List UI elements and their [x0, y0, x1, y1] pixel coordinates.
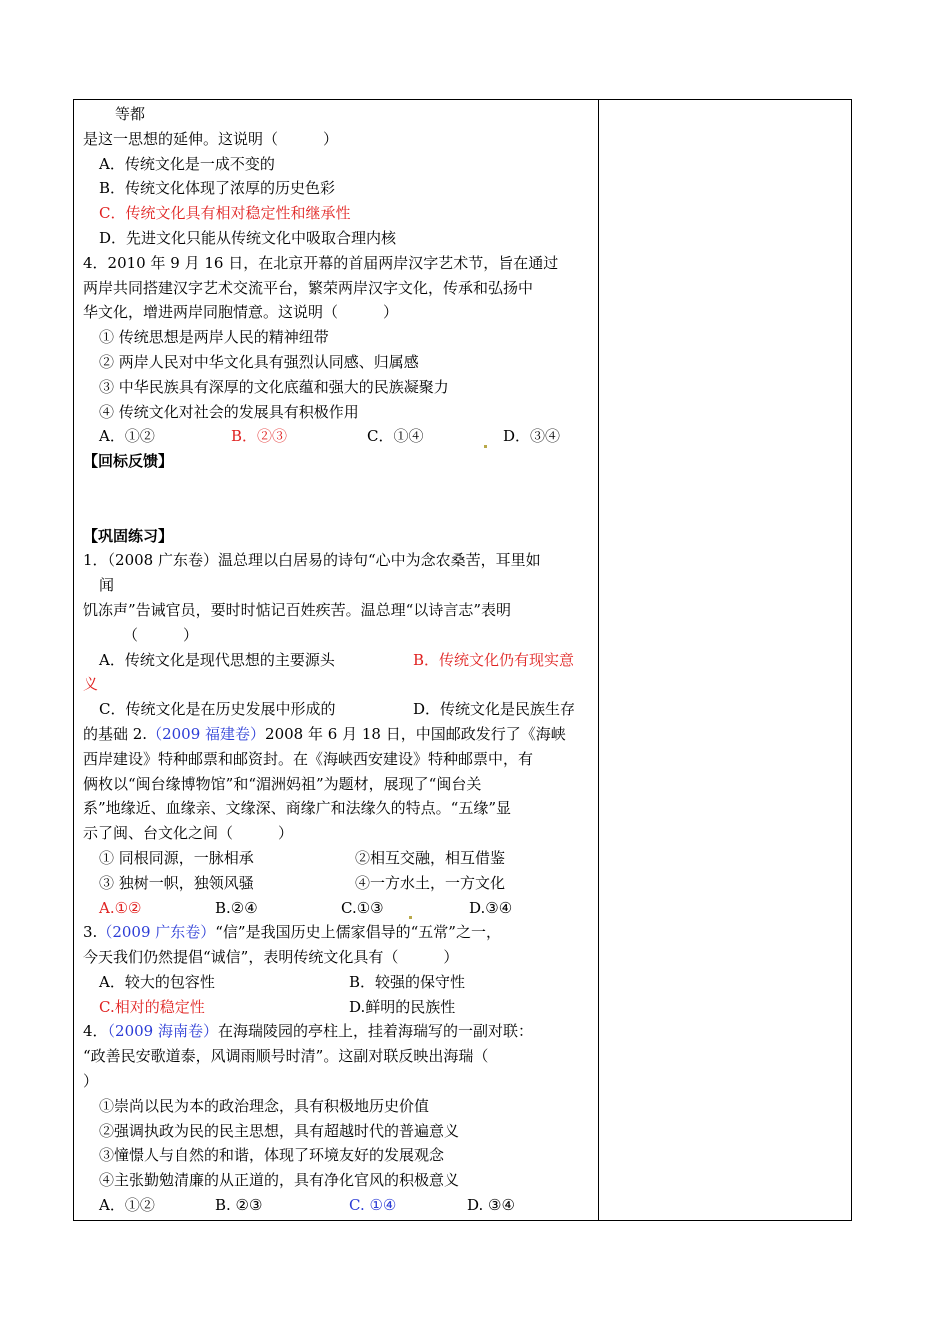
text-line: 是这一思想的延伸。这说明（ ）	[83, 129, 339, 148]
text-fragment: 3.	[83, 923, 98, 942]
option-b: B.②④	[215, 898, 258, 917]
exercise-2-line: 俩枚以“闽台缘博物馆”和“湄洲妈祖”为题材，展现了“闽台关	[83, 774, 482, 793]
option-b: B．较强的保守性	[349, 972, 466, 991]
exercise-1-line: （ ）	[123, 625, 199, 644]
text-fragment: 4．	[83, 1022, 108, 1041]
options-row	[83, 697, 593, 722]
statements-row	[83, 846, 593, 871]
option-d: D．先进文化只能从传统文化中吸取合理内核	[99, 228, 397, 247]
exercise-1-line: 闻	[99, 576, 115, 595]
option-a: A．①②	[99, 427, 155, 446]
option-c-answer: C. ①④	[349, 1196, 397, 1215]
exercise-4-line	[83, 1019, 593, 1044]
option-c: C．①④	[367, 427, 424, 446]
option-a: A．传统文化是一成不变的	[99, 154, 275, 173]
text-fragment: 在海瑞陵园的亭柱上，挂着海瑞写的一副对联：	[218, 1022, 534, 1041]
option-d: D.鲜明的民族性	[349, 997, 456, 1016]
options-row	[83, 648, 593, 673]
option-a: A．①②	[99, 1196, 155, 1215]
options-row	[83, 970, 593, 995]
statement: ① 同根同源，一脉相承	[99, 848, 254, 867]
statement: ③憧憬人与自然的和谐，体现了环境友好的发展观念	[99, 1146, 445, 1165]
source-label: （2009 福建卷）	[147, 724, 266, 743]
section-heading-feedback: 【回标反馈】	[83, 452, 174, 471]
exercise-3-line	[83, 920, 593, 945]
exercise-1-line: 1．（2008 广东卷）温总理以白居易的诗句“心中为念农桑苦，耳里如	[83, 551, 541, 570]
option-c-answer: C.相对的稳定性	[99, 997, 205, 1016]
text-fragment: “信”是我国历史上儒家倡导的“五常”之一，	[215, 923, 501, 942]
option-d: D．传统文化是民族生存	[413, 700, 576, 719]
statement: ② 两岸人民对中华文化具有强烈认同感、归属感	[99, 352, 419, 371]
exercise-2-line: 西岸建设》特种邮票和邮资封。在《海峡西安建设》特种邮票中，有	[83, 749, 534, 768]
statement: ②相互交融，相互借鉴	[355, 848, 506, 867]
exercise-2-line: 示了闽、台文化之间（ ）	[83, 824, 294, 843]
exercise-3-line: 今天我们仍然提倡“诚信”，表明传统文化具有（ ）	[83, 948, 459, 967]
statement: ④一方水土，一方文化	[355, 873, 506, 892]
statement: ③ 独树一帜，独领风骚	[99, 873, 254, 892]
column-divider	[598, 99, 599, 1221]
source-label: （2009 广东卷）	[97, 923, 216, 942]
option-b: B. ②③	[215, 1196, 263, 1215]
statement: ④ 传统文化对社会的发展具有积极作用	[99, 402, 359, 421]
question-4-line: 两岸共同搭建汉字艺术交流平台，繁荣两岸汉字文化，传承和弘扬中	[83, 278, 534, 297]
text-line: 等都	[115, 105, 146, 123]
option-b-answer: B．②③	[231, 427, 288, 446]
exercise-4-line: ）	[83, 1072, 99, 1091]
options-row	[83, 424, 593, 449]
dot-mark	[409, 916, 412, 919]
option-d: D.③④	[469, 898, 513, 917]
text-fragment: 2008 年 6 月 18 日，中国邮政发行了《海峡	[265, 724, 566, 743]
statements-row	[83, 871, 593, 896]
option-d: D. ③④	[467, 1196, 515, 1215]
statement: ① 传统思想是两岸人民的精神纽带	[99, 328, 329, 347]
option-c-answer: C．传统文化具有相对稳定性和继承性	[99, 204, 351, 223]
option-b-answer-cont: 义	[83, 675, 99, 694]
option-b-answer: B．传统文化仍有现实意	[413, 650, 575, 669]
text-fragment: 的基础 2.	[83, 724, 148, 743]
option-c: C．传统文化是在历史发展中形成的	[99, 700, 336, 719]
statement: ①崇尚以民为本的政治理念，具有积极地历史价值	[99, 1096, 430, 1115]
statement: ④主张勤勉清廉的从正道的，具有净化官风的积极意义	[99, 1171, 460, 1190]
left-column-content	[83, 102, 593, 1218]
statement: ③ 中华民族具有深厚的文化底蕴和强大的民族凝聚力	[99, 377, 449, 396]
statement: ②强调执政为民的民主思想，具有超越时代的普遍意义	[99, 1121, 460, 1140]
option-a: A．较大的包容性	[99, 972, 215, 991]
exercise-1-line: 饥冻声”告诫官员，要时时惦记百姓疾苦。温总理“以诗言志”表明	[83, 600, 512, 619]
option-b: B．传统文化体现了浓厚的历史色彩	[99, 179, 336, 198]
options-row	[83, 1193, 593, 1218]
exercise-2-line: 系”地缘近、血缘亲、文缘深、商缘广和法缘久的特点。“五缘”显	[83, 799, 512, 818]
option-d: D．③④	[503, 427, 561, 446]
options-row	[83, 896, 593, 921]
options-row	[83, 995, 593, 1020]
exercise-2-line	[83, 722, 593, 747]
option-c: C.①③	[341, 898, 384, 917]
question-4-line: 4．2010 年 9 月 16 日，在北京开幕的首届两岸汉字艺术节，旨在通过	[83, 253, 559, 272]
option-a-answer: A.①②	[99, 898, 142, 917]
exercise-4-line: “政善民安歌道泰，风调雨顺号时清”。这副对联反映出海瑞（	[83, 1047, 489, 1066]
dot-mark	[484, 445, 487, 448]
section-heading-practice: 【巩固练习】	[83, 526, 174, 545]
option-a: A．传统文化是现代思想的主要源头	[99, 650, 335, 669]
question-4-line: 华文化，增进两岸同胞情意。这说明（ ）	[83, 303, 399, 322]
source-label: （2009 海南卷）	[107, 1022, 218, 1041]
